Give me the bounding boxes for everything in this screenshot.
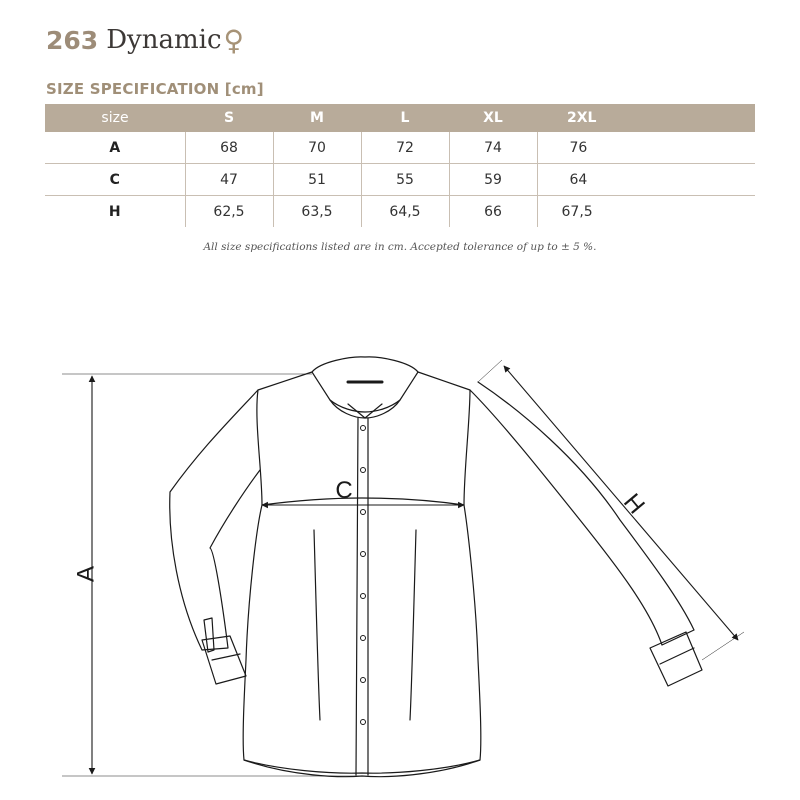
table-cell: 55: [361, 164, 449, 196]
table-cell: 59: [449, 164, 537, 196]
size-table-header: [45, 104, 755, 132]
shirt-button: [361, 636, 366, 641]
table-cell: 63,5: [273, 196, 361, 228]
shirt-button: [361, 552, 366, 557]
shirt-button: [361, 426, 366, 431]
shirt-body-outline: [243, 372, 481, 773]
size-column-label: size: [45, 104, 185, 132]
shirt-button: [361, 678, 366, 683]
size-header-s: S: [185, 104, 273, 132]
shirt-diagram: [0, 330, 800, 795]
tolerance-note: All size specifications listed are in cm. Accepted tolerance of up to ± 5 %.: [203, 241, 597, 253]
measure-h-label: H: [618, 488, 650, 520]
placket: [356, 418, 358, 775]
size-header-m: M: [273, 104, 361, 132]
table-cell: 47: [185, 164, 273, 196]
table-cell: 74: [449, 132, 537, 164]
measure-c-label: C: [335, 477, 353, 504]
collar: [312, 357, 418, 418]
measure-a-label: A: [72, 565, 100, 583]
table-cell: 64: [537, 164, 755, 196]
table-cell: 72: [361, 132, 449, 164]
table-row: [45, 196, 755, 228]
female-symbol-icon: ♀: [223, 23, 245, 57]
table-row: [45, 164, 755, 196]
shirt-button: [361, 594, 366, 599]
shirt-hem: [244, 760, 480, 777]
right-cuff: [650, 632, 702, 686]
measure-h-guide-top: [478, 360, 502, 382]
product-title: [46, 20, 244, 60]
measure-h-guide-bottom: [702, 632, 744, 660]
row-label: H: [108, 203, 121, 220]
table-cell: 62,5: [185, 196, 273, 228]
row-label: A: [45, 132, 185, 164]
table-cell: 76: [537, 132, 755, 164]
table-cell: 64,5: [361, 196, 449, 228]
shirt-button: [361, 720, 366, 725]
table-cell: 68: [185, 132, 273, 164]
size-header-2xl: 2XL: [537, 104, 755, 132]
size-table: [45, 104, 755, 227]
size-header-l: L: [361, 104, 449, 132]
table-cell: 66: [449, 196, 537, 228]
table-cell: 67,5: [537, 196, 755, 228]
size-header-xl: XL: [449, 104, 537, 132]
shirt-button: [361, 468, 366, 473]
section-title: SIZE SPECIFICATION [cm]: [46, 80, 264, 98]
shirt-button: [361, 510, 366, 515]
product-name: Dynamic: [106, 25, 222, 55]
right-sleeve: [470, 382, 694, 645]
left-sleeve: [170, 390, 260, 650]
left-cuff: [202, 636, 246, 684]
table-cell: 51: [273, 164, 361, 196]
table-row: [45, 132, 755, 164]
product-code: 263: [46, 25, 99, 55]
table-cell: 70: [273, 132, 361, 164]
row-label: C: [45, 164, 185, 196]
